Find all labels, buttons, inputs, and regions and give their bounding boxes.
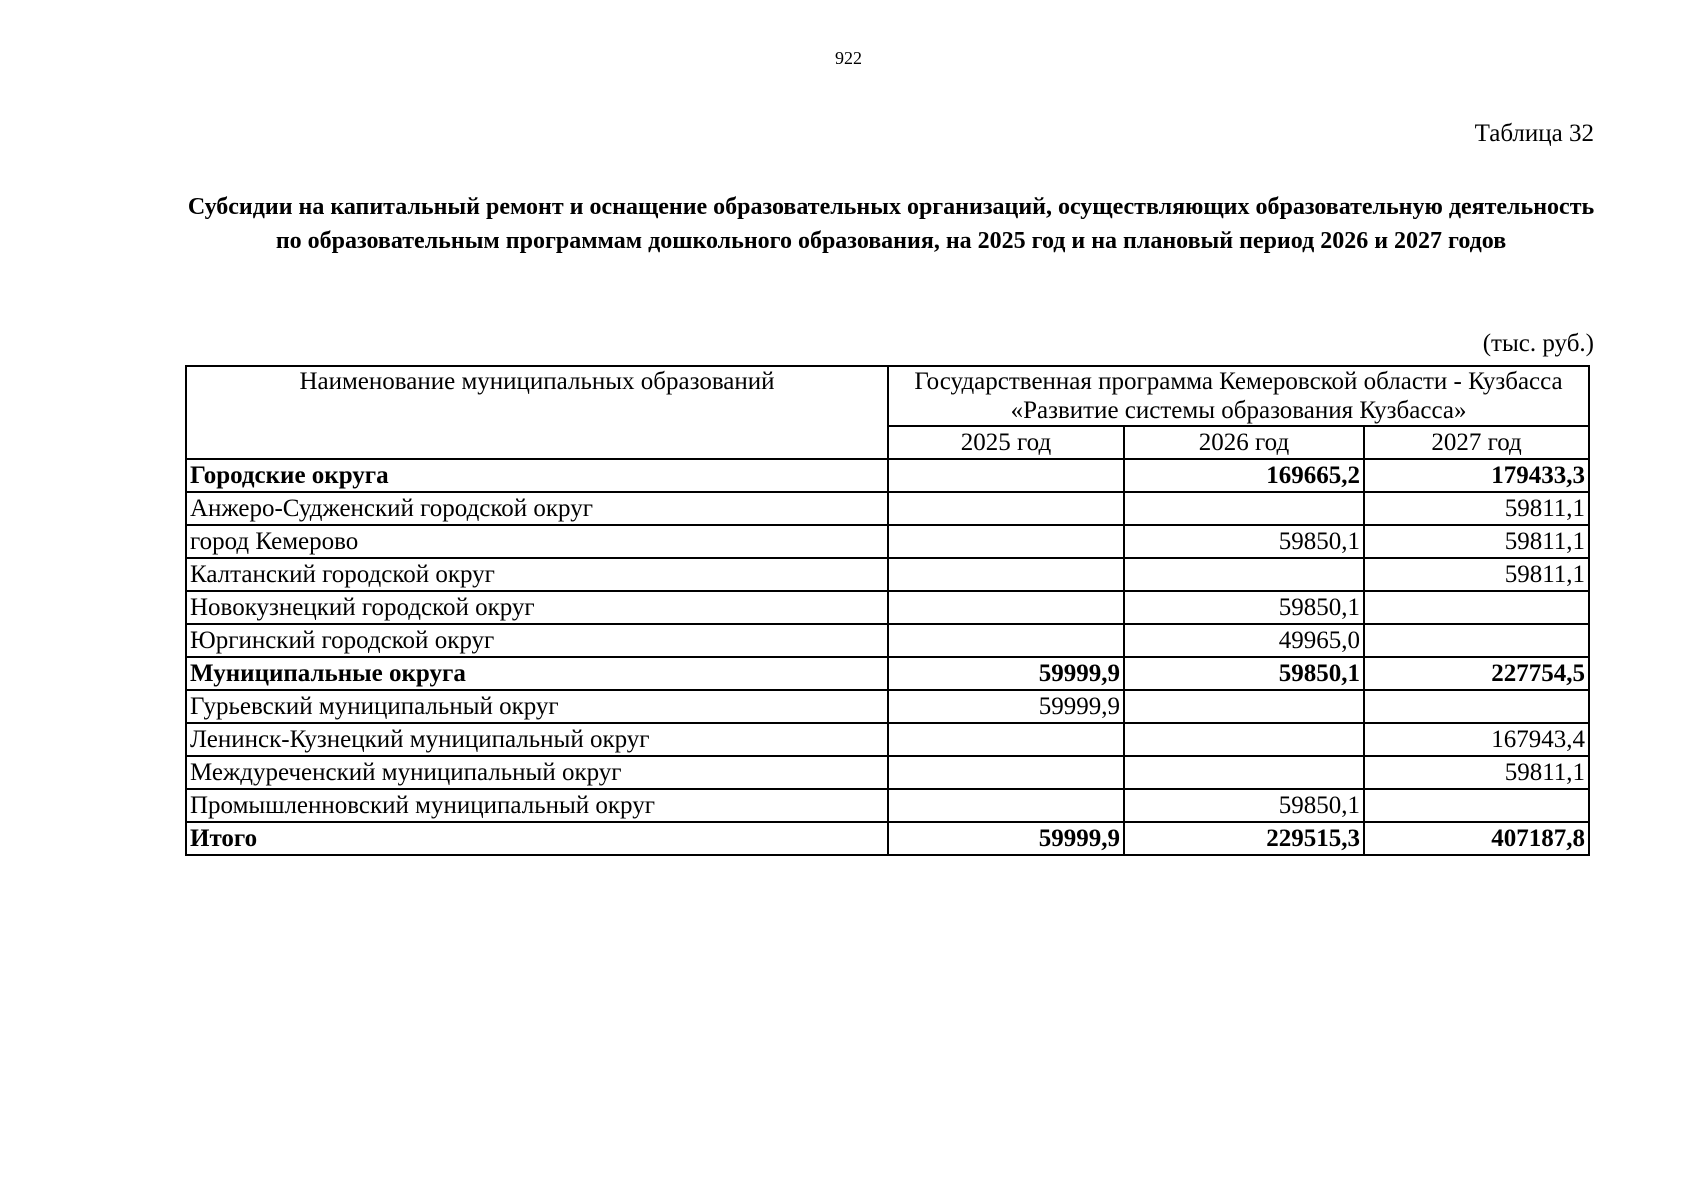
row-name: город Кемерово [186, 525, 888, 558]
table-row [186, 657, 1589, 690]
row-value-2026: 59850,1 [1124, 591, 1364, 624]
row-name: Юргинский городской округ [186, 624, 888, 657]
row-value-2027: 227754,5 [1364, 657, 1589, 690]
row-value-2026: 59850,1 [1124, 789, 1364, 822]
row-value-2025 [888, 525, 1124, 558]
row-value-2025 [888, 723, 1124, 756]
row-value-2025 [888, 492, 1124, 525]
row-value-2027: 59811,1 [1364, 492, 1589, 525]
table-row [186, 690, 1589, 723]
header-program [888, 366, 1589, 426]
header-program-line2: «Развитие системы образования Кузбасса» [1010, 397, 1467, 424]
page-number: 922 [835, 48, 862, 68]
row-name: Ленинск-Кузнецкий муниципальный округ [186, 723, 888, 756]
document-title: Субсидии на капитальный ремонт и оснащение образовательных организаций, осуществляющих образовательную деятельность по образовательным программам дошкольного образования, на 2025 год и на плановый период 2026 и 2027 годов [187, 194, 1595, 254]
row-value-2027: 59811,1 [1364, 525, 1589, 558]
row-name: Гурьевский муниципальный округ [186, 690, 888, 723]
row-value-2027: 407187,8 [1364, 822, 1589, 855]
table-row [186, 723, 1589, 756]
table-body [186, 459, 1589, 855]
row-value-2026: 49965,0 [1124, 624, 1364, 657]
units-label: (тыс. руб.) [1482, 330, 1594, 357]
row-value-2025 [888, 591, 1124, 624]
row-value-2027: 59811,1 [1364, 558, 1589, 591]
table-row [186, 789, 1589, 822]
row-value-2026: 169665,2 [1124, 459, 1364, 492]
row-name: Калтанский городской округ [186, 558, 888, 591]
row-value-2027 [1364, 591, 1589, 624]
row-name: Городские округа [186, 459, 888, 492]
row-value-2026: 59850,1 [1124, 657, 1364, 690]
row-value-2026 [1124, 756, 1364, 789]
header-year-2027: 2027 год [1364, 426, 1589, 459]
table-row [186, 525, 1589, 558]
header-municipality-name: Наименование муниципальных образований [186, 366, 888, 459]
row-value-2025 [888, 558, 1124, 591]
row-name: Анжеро-Судженский городской округ [186, 492, 888, 525]
row-value-2027 [1364, 789, 1589, 822]
row-value-2026 [1124, 492, 1364, 525]
row-value-2027: 179433,3 [1364, 459, 1589, 492]
row-value-2027 [1364, 624, 1589, 657]
table-row [186, 459, 1589, 492]
row-value-2025: 59999,9 [888, 657, 1124, 690]
subsidies-table [185, 365, 1590, 856]
header-year-2026: 2026 год [1124, 426, 1364, 459]
row-value-2026: 59850,1 [1124, 525, 1364, 558]
row-value-2027: 59811,1 [1364, 756, 1589, 789]
row-value-2026: 229515,3 [1124, 822, 1364, 855]
row-name: Междуреченский муниципальный округ [186, 756, 888, 789]
table-row [186, 756, 1589, 789]
row-value-2025 [888, 789, 1124, 822]
row-value-2025 [888, 459, 1124, 492]
row-name: Итого [186, 822, 888, 855]
row-name: Новокузнецкий городской округ [186, 591, 888, 624]
row-value-2027 [1364, 690, 1589, 723]
row-value-2026 [1124, 690, 1364, 723]
table-row [186, 492, 1589, 525]
header-year-2025: 2025 год [888, 426, 1124, 459]
row-value-2026 [1124, 723, 1364, 756]
table-row [186, 591, 1589, 624]
table-row [186, 624, 1589, 657]
row-name: Промышленновский муниципальный округ [186, 789, 888, 822]
row-value-2025 [888, 624, 1124, 657]
row-value-2027: 167943,4 [1364, 723, 1589, 756]
table-label: Таблица 32 [1474, 120, 1594, 147]
row-value-2025 [888, 756, 1124, 789]
header-row-1 [186, 366, 1589, 426]
row-name: Муниципальные округа [186, 657, 888, 690]
row-value-2026 [1124, 558, 1364, 591]
row-value-2025: 59999,9 [888, 690, 1124, 723]
table-row [186, 558, 1589, 591]
header-program-line1: Государственная программа Кемеровской области - Кузбасса [914, 368, 1563, 395]
row-value-2025: 59999,9 [888, 822, 1124, 855]
table-row [186, 822, 1589, 855]
